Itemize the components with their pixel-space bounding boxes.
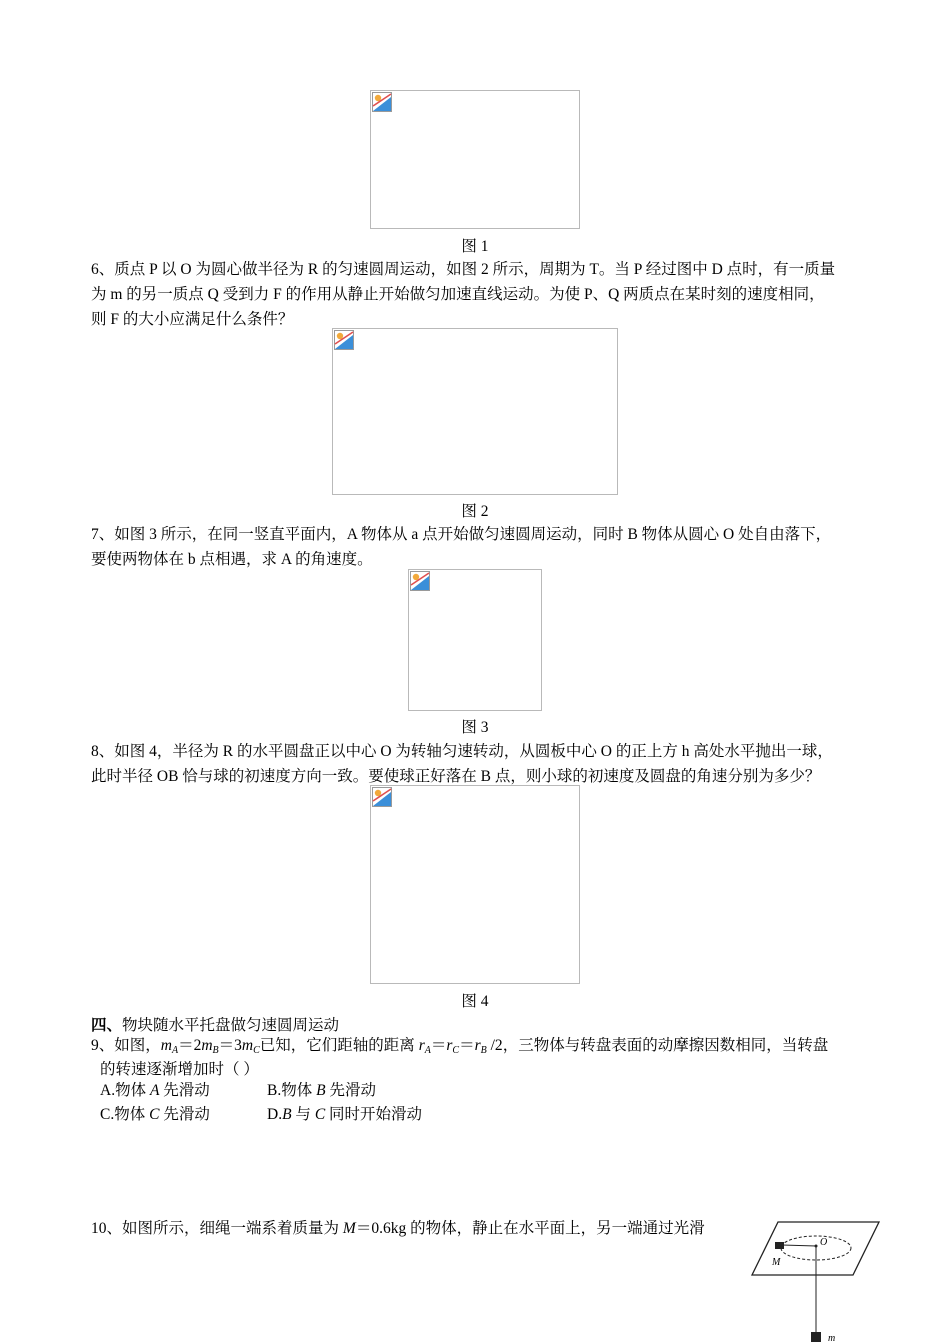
option-b: B.物体 B 先滑动 xyxy=(267,1082,376,1099)
question-8-line-1: 8、如图 4，半径为 R 的水平圆盘正以中心 O 为转轴匀速转动，从圆板中心 O 的正上方 h 高处水平抛出一球， xyxy=(91,743,833,760)
figure-1-image xyxy=(370,90,580,229)
broken-image-icon xyxy=(372,92,392,112)
figure-2-image xyxy=(332,328,618,495)
question-6-line-3: 则 F 的大小应满足什么条件？ xyxy=(91,311,294,328)
section-4-number: 四、 xyxy=(91,1017,123,1034)
broken-image-icon xyxy=(372,787,392,807)
label-m: m xyxy=(828,1333,836,1344)
question-7-line-2: 要使两物体在 b 点相遇，求 A 的角速度。 xyxy=(91,551,373,568)
broken-image-icon xyxy=(334,330,354,350)
figure-3-image xyxy=(408,569,542,711)
block-M xyxy=(775,1242,784,1249)
question-10: 10、如图所示，细绳一端系着质量为 M＝0.6kg 的物体，静止在水平面上，另一端通过光滑 xyxy=(91,1220,705,1237)
question-8-line-2: 此时半径 OB 恰与球的初速度方向一致。要使球正好落在 B 点，则小球的初速度及圆盘的角速分别为多少？ xyxy=(91,768,821,785)
label-O: O xyxy=(820,1237,828,1248)
option-a: A.物体 A 先滑动 xyxy=(100,1082,210,1099)
figure-1-caption: 图 1 xyxy=(461,238,489,255)
block-m xyxy=(811,1332,821,1342)
option-d: D.B 与 C 同时开始滑动 xyxy=(267,1106,423,1123)
string-radius xyxy=(782,1245,816,1246)
question-10-diagram xyxy=(748,1218,884,1344)
figure-3-caption: 图 3 xyxy=(461,719,489,736)
option-c: C.物体 C 先滑动 xyxy=(100,1106,210,1123)
question-6-line-2: 为 m 的另一质点 Q 受到力 F 的作用从静止开始做匀加速直线运动。为使 P、Q 两质点在某时刻的速度相同， xyxy=(91,286,825,303)
label-M: M xyxy=(772,1257,781,1268)
question-6 xyxy=(91,257,881,332)
question-9-line-2: 的转速逐渐增加时（ ） xyxy=(100,1061,259,1078)
broken-image-icon xyxy=(410,571,430,591)
section-4-title: 物块随水平托盘做匀速圆周运动 xyxy=(122,1017,340,1034)
section-4-heading xyxy=(91,1016,339,1036)
question-9 xyxy=(91,1034,828,1082)
figure-2-caption: 图 2 xyxy=(461,503,489,520)
question-8 xyxy=(91,739,881,789)
question-9-line-1: 9、如图，$m_A=2m_B=3m_C$已知，它们距轴的距离 $r_A=r_C=r_B$ /2，三物体与转盘表面的动摩擦因数相同，当转盘 xyxy=(91,1037,829,1056)
question-7-line-1: 7、如图 3 所示，在同一竖直平面内，A 物体从 a 点开始做匀速圆周运动，同时 B 物体从圆心 O 处自由落下， xyxy=(91,526,832,543)
figure-4-caption: 图 4 xyxy=(461,993,489,1010)
figure-4-image xyxy=(370,785,580,984)
question-6-line-1: 6、质点 P 以 O 为圆心做半径为 R 的匀速圆周运动，如图 2 所示，周期为 T。当 P 经过图中 D 点时，有一质量 xyxy=(91,261,836,278)
question-7 xyxy=(91,522,881,572)
